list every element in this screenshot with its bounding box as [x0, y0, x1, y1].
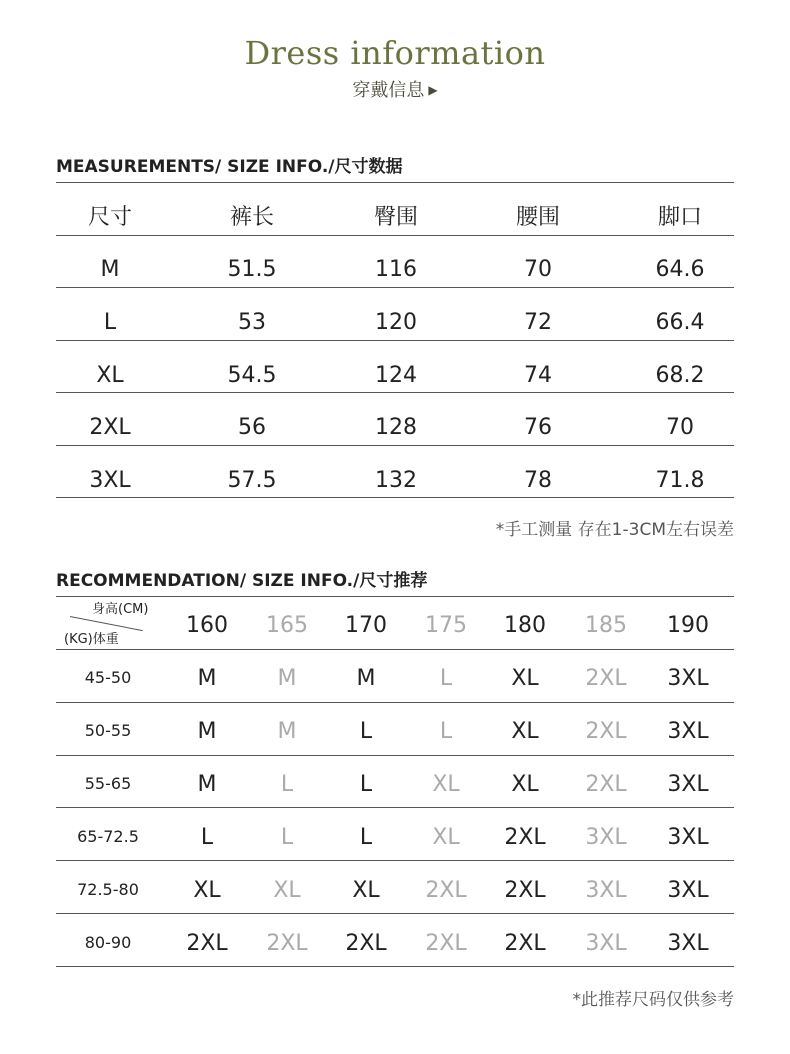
- size-cell: 3XL: [667, 825, 709, 850]
- height-header: 190: [667, 613, 709, 638]
- size-cell: XL: [273, 878, 301, 903]
- size-cell: L: [200, 825, 214, 850]
- corner-weight-label: (KG)体重: [64, 632, 119, 647]
- table-cell: L: [103, 309, 117, 335]
- size-cell: M: [197, 772, 217, 797]
- height-header: 160: [186, 613, 228, 638]
- recommendation-section-title: RECOMMENDATION/ SIZE INFO./尺寸推荐: [56, 571, 428, 591]
- size-cell: M: [197, 719, 217, 744]
- row-divider: [56, 807, 734, 808]
- table-cell: 51.5: [227, 257, 277, 282]
- size-cell: M: [277, 719, 297, 744]
- size-cell: 2XL: [425, 931, 467, 956]
- size-cell: 2XL: [504, 825, 546, 850]
- table-cell: 71.8: [655, 468, 705, 494]
- size-cell: 3XL: [585, 878, 627, 903]
- row-divider: [56, 966, 734, 967]
- column-header: 腰围: [515, 205, 560, 230]
- table-cell: 3XL: [89, 468, 131, 494]
- table-cell: 120: [375, 309, 417, 335]
- size-cell: L: [359, 719, 373, 744]
- size-cell: 2XL: [425, 878, 467, 903]
- size-cell: 3XL: [585, 931, 627, 956]
- column-header: 臀围: [373, 205, 418, 230]
- divider: [56, 182, 734, 183]
- table-cell: 124: [375, 362, 417, 388]
- size-cell: M: [197, 666, 217, 691]
- weight-label: 50-55: [84, 721, 132, 740]
- size-cell: XL: [511, 719, 539, 744]
- table-cell: 78: [524, 468, 552, 494]
- divider: [56, 596, 734, 597]
- size-cell: L: [359, 772, 373, 797]
- size-cell: M: [277, 666, 297, 691]
- size-cell: 2XL: [585, 719, 627, 744]
- table-cell: XL: [96, 362, 124, 388]
- row-divider: [56, 649, 734, 650]
- size-cell: 3XL: [667, 878, 709, 903]
- page-subtitle: [0, 76, 790, 102]
- row-divider: [56, 702, 734, 703]
- table-cell: 2XL: [89, 415, 131, 441]
- height-header: 185: [585, 613, 627, 638]
- measurements-section-title: MEASUREMENTS/ SIZE INFO./尺寸数据: [56, 157, 403, 177]
- height-header: 180: [504, 613, 546, 638]
- recommendation-note: *此推荐尺码仅供参考: [572, 990, 734, 1010]
- column-header: 裤长: [229, 205, 274, 230]
- table-cell: M: [100, 257, 120, 282]
- size-cell: 3XL: [585, 825, 627, 850]
- height-header: 175: [425, 613, 467, 638]
- weight-label: 72.5-80: [77, 880, 139, 899]
- size-cell: XL: [511, 772, 539, 797]
- table-cell: 64.6: [655, 257, 705, 282]
- row-divider: [56, 913, 734, 914]
- table-cell: 68.2: [655, 362, 705, 388]
- column-header: 脚口: [657, 205, 702, 230]
- size-cell: XL: [432, 772, 460, 797]
- table-cell: 116: [375, 257, 417, 282]
- weight-label: 80-90: [84, 933, 132, 952]
- column-header: 尺寸: [87, 205, 132, 230]
- table-cell: 53: [238, 309, 266, 335]
- row-divider: [56, 497, 734, 498]
- size-cell: L: [439, 666, 453, 691]
- table-cell: 57.5: [227, 468, 277, 494]
- size-cell: 2XL: [345, 931, 387, 956]
- weight-label: 55-65: [84, 774, 132, 793]
- size-cell: XL: [193, 878, 221, 903]
- corner-height-label: 身高(CM): [92, 602, 149, 617]
- size-cell: XL: [432, 825, 460, 850]
- play-triangle-icon: ▶: [428, 83, 438, 97]
- size-cell: 2XL: [504, 931, 546, 956]
- row-divider: [56, 340, 734, 341]
- size-cell: M: [356, 666, 376, 691]
- height-header: 165: [266, 613, 308, 638]
- table-cell: 56: [238, 415, 266, 441]
- size-cell: 3XL: [667, 666, 709, 691]
- size-cell: L: [280, 825, 294, 850]
- table-cell: 128: [375, 415, 417, 441]
- row-divider: [56, 392, 734, 393]
- size-cell: 3XL: [667, 719, 709, 744]
- row-divider: [56, 755, 734, 756]
- table-cell: 66.4: [655, 309, 705, 335]
- size-cell: L: [439, 719, 453, 744]
- size-cell: L: [359, 825, 373, 850]
- weight-label: 45-50: [84, 668, 132, 687]
- size-cell: 2XL: [266, 931, 308, 956]
- size-cell: 2XL: [186, 931, 228, 956]
- size-cell: 2XL: [585, 772, 627, 797]
- size-cell: L: [280, 772, 294, 797]
- size-cell: XL: [511, 666, 539, 691]
- size-cell: 2XL: [504, 878, 546, 903]
- table-cell: 132: [375, 468, 417, 494]
- table-cell: 70: [666, 415, 694, 441]
- size-cell: 2XL: [585, 666, 627, 691]
- table-cell: 76: [524, 415, 552, 441]
- size-cell: 3XL: [667, 772, 709, 797]
- row-divider: [56, 860, 734, 861]
- page-title: Dress information: [244, 34, 546, 72]
- subtitle-text: 穿戴信息: [352, 80, 425, 101]
- table-cell: 70: [524, 257, 552, 282]
- table-cell: 72: [524, 309, 552, 335]
- height-header: 170: [345, 613, 387, 638]
- row-divider: [56, 445, 734, 446]
- row-divider: [56, 287, 734, 288]
- weight-label: 65-72.5: [77, 827, 139, 846]
- measurements-note: *手工测量 存在1-3CM左右误差: [495, 520, 734, 540]
- size-cell: XL: [352, 878, 380, 903]
- row-divider: [56, 235, 734, 236]
- table-cell: 74: [524, 362, 552, 388]
- table-cell: 54.5: [227, 362, 277, 388]
- size-cell: 3XL: [667, 931, 709, 956]
